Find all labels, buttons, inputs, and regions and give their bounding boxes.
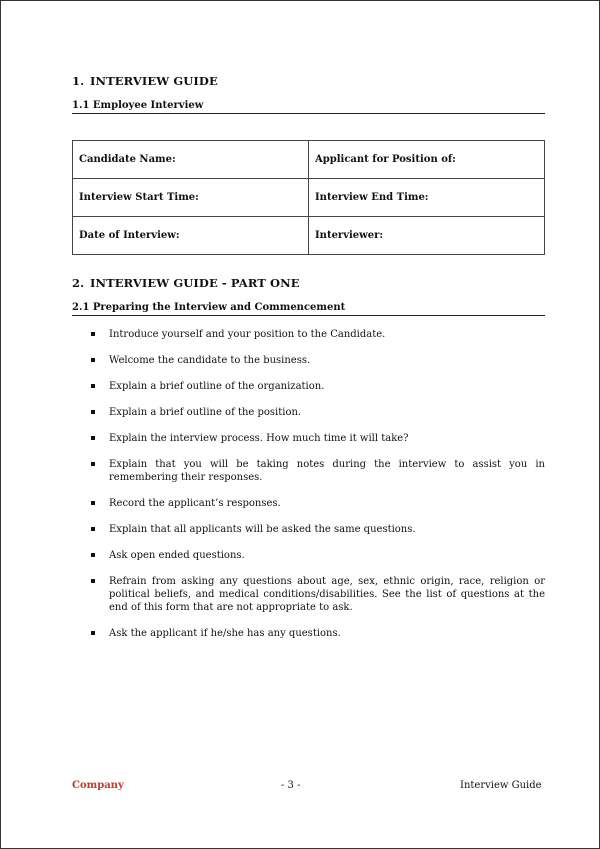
square-bullet-icon [91,332,95,336]
list-item-text: Welcome the candidate to the business. [109,355,311,366]
info-table-cell: Interviewer: [309,217,545,255]
square-bullet-icon [91,501,95,505]
preparation-bullet-list [72,328,545,653]
list-item-text: Explain the interview process. How much time it will take? [109,433,409,444]
square-bullet-icon [91,553,95,557]
section-1-heading [72,74,218,88]
candidate-info-table [72,140,545,255]
list-item-text: Explain that you will be taking notes during the interview to assist you in remembering their responses. [109,459,545,483]
info-table-cell: Applicant for Position of: [309,141,545,179]
square-bullet-icon [91,579,95,583]
list-item-text: Ask open ended questions. [109,550,245,561]
list-item-text: Explain a brief outline of the organization. [109,381,325,392]
footer-company: Company [72,780,124,791]
square-bullet-icon [91,436,95,440]
square-bullet-icon [91,527,95,531]
info-table-cell: Interview Start Time: [73,179,309,217]
section-2-title: INTERVIEW GUIDE - PART ONE [90,276,300,290]
list-item-text: Explain that all applicants will be asked the same questions. [109,524,416,535]
info-table-row [73,217,545,255]
footer-document-title: Interview Guide [460,780,542,791]
list-item [72,523,545,536]
section-2-heading [72,276,300,290]
info-table-row [73,141,545,179]
list-item [72,575,545,614]
list-item-text: Record the applicant’s responses. [109,498,281,509]
square-bullet-icon [91,358,95,362]
list-item [72,627,545,640]
section-1-1-subheading: 1.1 Employee Interview [72,100,545,114]
square-bullet-icon [91,462,95,466]
section-2-number: 2. [72,276,85,290]
square-bullet-icon [91,410,95,414]
square-bullet-icon [91,631,95,635]
list-item-text: Refrain from asking any questions about age, sex, ethnic origin, race, religion or political beliefs, and medical conditions/disabilities. See the list of questions at the end of this form that are not appropriate to ask. [109,576,545,613]
list-item-text: Introduce yourself and your position to the Candidate. [109,329,386,340]
section-1-number: 1. [72,74,85,88]
list-item [72,458,545,484]
section-2-1-subheading: 2.1 Preparing the Interview and Commencement [72,302,545,316]
list-item-text: Ask the applicant if he/she has any questions. [109,628,341,639]
info-table-cell: Candidate Name: [73,141,309,179]
footer-page-number: - 3 - [281,780,301,791]
list-item [72,497,545,510]
list-item-text: Explain a brief outline of the position. [109,407,302,418]
list-item [72,406,545,419]
list-item [72,549,545,562]
list-item [72,432,545,445]
info-table-row [73,179,545,217]
list-item [72,328,545,341]
info-table-cell: Interview End Time: [309,179,545,217]
list-item [72,380,545,393]
square-bullet-icon [91,384,95,388]
list-item [72,354,545,367]
info-table-cell: Date of Interview: [73,217,309,255]
section-1-title: INTERVIEW GUIDE [90,74,218,88]
